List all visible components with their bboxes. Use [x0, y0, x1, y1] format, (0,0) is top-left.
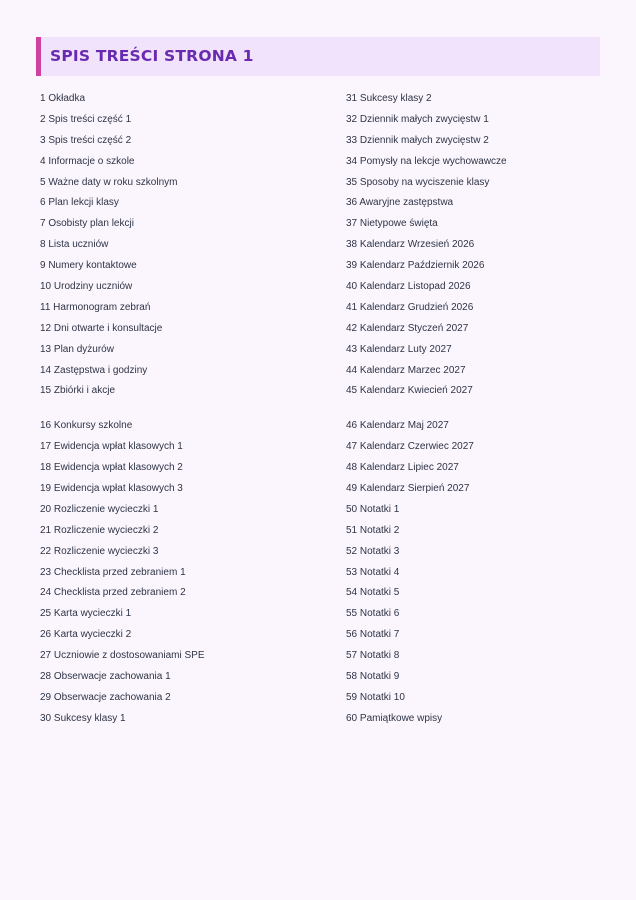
toc-group-right-1 [346, 89, 626, 402]
toc-entry[interactable]: 21 Rozliczenie wycieczki 2 [40, 524, 159, 536]
toc-entry[interactable]: 54 Notatki 5 [346, 587, 400, 599]
toc-entry[interactable]: 57 Notatki 8 [346, 650, 400, 662]
toc-entry[interactable]: 29 Obserwacje zachowania 2 [40, 691, 171, 703]
toc-entry[interactable]: 25 Karta wycieczki 1 [40, 608, 132, 620]
toc-entry[interactable]: 47 Kalendarz Czerwiec 2027 [346, 441, 474, 453]
toc-entry[interactable]: 9 Numery kontaktowe [40, 260, 137, 272]
group-spacer [346, 402, 626, 416]
toc-entry[interactable]: 42 Kalendarz Styczeń 2027 [346, 322, 469, 334]
toc-entry[interactable]: 1 Okładka [40, 93, 86, 104]
toc-entry[interactable]: 22 Rozliczenie wycieczki 3 [40, 545, 159, 557]
toc-entry[interactable]: 4 Informacje o szkole [40, 155, 135, 167]
toc-entry[interactable]: 37 Nietypowe święta [346, 218, 438, 230]
toc-entry[interactable]: 56 Notatki 7 [346, 629, 400, 641]
toc-entry[interactable]: 43 Kalendarz Luty 2027 [346, 343, 452, 355]
toc-entry[interactable]: 18 Ewidencja wpłat klasowych 2 [40, 462, 183, 474]
toc-right-column [346, 89, 626, 730]
toc-entry[interactable]: 31 Sukcesy klasy 2 [346, 93, 432, 104]
toc-entry[interactable]: 36 Awaryjne zastępstwa [346, 197, 454, 209]
toc-entry[interactable]: 23 Checklista przed zebraniem 1 [40, 566, 186, 578]
toc-entry[interactable]: 34 Pomysły na lekcje wychowawcze [346, 155, 507, 167]
toc-entry[interactable]: 16 Konkursy szkolne [40, 420, 133, 432]
toc-entry[interactable]: 60 Pamiątkowe wpisy [346, 712, 443, 724]
toc-entry[interactable]: 27 Uczniowie z dostosowaniami SPE [40, 650, 205, 662]
header-accent-stripe [36, 37, 41, 76]
toc-entry[interactable]: 59 Notatki 10 [346, 691, 405, 703]
toc-left-column [40, 89, 320, 730]
toc-entry[interactable]: 53 Notatki 4 [346, 566, 400, 578]
toc-entry[interactable]: 19 Ewidencja wpłat klasowych 3 [40, 483, 183, 495]
toc-entry[interactable]: 26 Karta wycieczki 2 [40, 629, 132, 641]
toc-entry[interactable]: 5 Ważne daty w roku szkolnym [40, 176, 178, 188]
toc-entry[interactable]: 11 Harmonogram zebrań [40, 301, 151, 313]
toc-entry[interactable]: 55 Notatki 6 [346, 608, 400, 620]
toc-entry[interactable]: 35 Sposoby na wyciszenie klasy [346, 176, 490, 188]
toc-entry[interactable]: 17 Ewidencja wpłat klasowych 1 [40, 441, 183, 453]
toc-group-right-2 [346, 416, 626, 729]
toc-entry[interactable]: 44 Kalendarz Marzec 2027 [346, 364, 466, 376]
toc-entry[interactable]: 10 Urodziny uczniów [40, 281, 133, 293]
toc-group-left-2 [40, 416, 320, 729]
toc-entry[interactable]: 46 Kalendarz Maj 2027 [346, 420, 449, 432]
toc-entry[interactable]: 39 Kalendarz Październik 2026 [346, 260, 485, 272]
toc-entry[interactable]: 33 Dziennik małych zwycięstw 2 [346, 134, 489, 146]
toc-entry[interactable]: 51 Notatki 2 [346, 524, 400, 536]
toc-entry[interactable]: 20 Rozliczenie wycieczki 1 [40, 503, 159, 515]
toc-entry[interactable]: 40 Kalendarz Listopad 2026 [346, 281, 471, 293]
toc-group-left-1 [40, 89, 320, 402]
toc-entry[interactable]: 8 Lista uczniów [40, 239, 109, 251]
toc-entry[interactable]: 38 Kalendarz Wrzesień 2026 [346, 239, 475, 251]
toc-entry[interactable]: 13 Plan dyżurów [40, 343, 114, 355]
toc-entry[interactable]: 24 Checklista przed zebraniem 2 [40, 587, 186, 599]
toc-entry[interactable]: 2 Spis treści część 1 [40, 113, 132, 125]
toc-entry[interactable]: 49 Kalendarz Sierpień 2027 [346, 483, 470, 495]
toc-entry[interactable]: 41 Kalendarz Grudzień 2026 [346, 301, 474, 313]
toc-entry[interactable]: 7 Osobisty plan lekcji [40, 218, 134, 230]
toc-entry[interactable]: 58 Notatki 9 [346, 671, 400, 683]
toc-entry[interactable]: 52 Notatki 3 [346, 545, 400, 557]
page-title: SPIS TREŚCI STRONA 1 [50, 47, 254, 65]
toc-entry[interactable]: 48 Kalendarz Lipiec 2027 [346, 462, 459, 474]
toc-entry[interactable]: 50 Notatki 1 [346, 503, 400, 515]
page-header [36, 37, 600, 76]
toc-entry[interactable]: 32 Dziennik małych zwycięstw 1 [346, 113, 489, 125]
toc-entry[interactable]: 45 Kalendarz Kwiecień 2027 [346, 385, 473, 397]
toc-entry[interactable]: 6 Plan lekcji klasy [40, 197, 119, 209]
toc-entry[interactable]: 3 Spis treści część 2 [40, 134, 132, 146]
toc-entry[interactable]: 12 Dni otwarte i konsultacje [40, 322, 163, 334]
toc-entry[interactable]: 15 Zbiórki i akcje [40, 385, 116, 397]
toc-entry[interactable]: 30 Sukcesy klasy 1 [40, 712, 126, 724]
group-spacer [40, 402, 320, 416]
toc-entry[interactable]: 14 Zastępstwa i godziny [40, 364, 148, 376]
toc-entry[interactable]: 28 Obserwacje zachowania 1 [40, 671, 171, 683]
